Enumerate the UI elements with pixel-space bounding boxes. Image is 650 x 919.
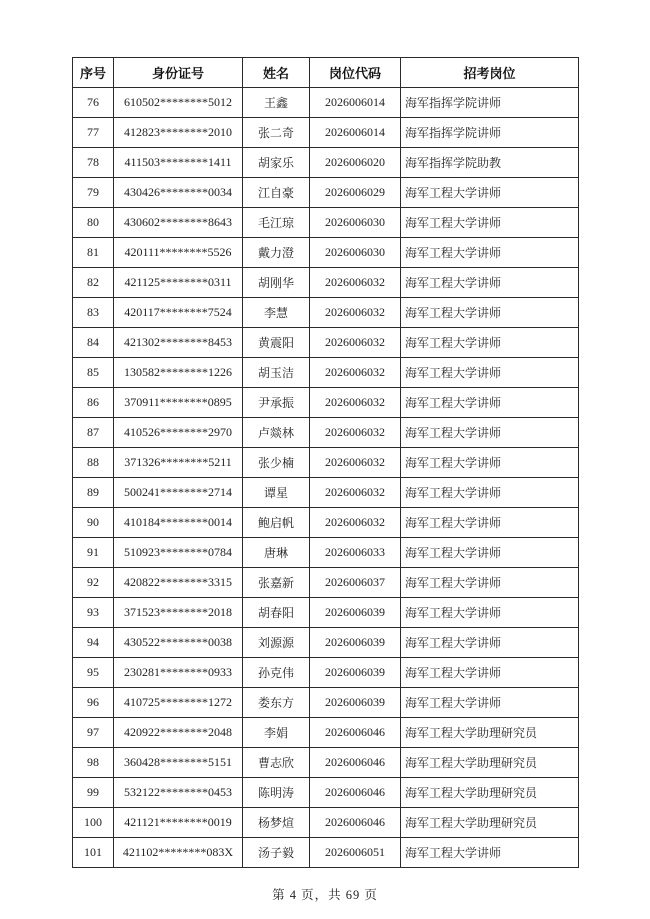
name-cell: 王鑫 xyxy=(243,88,310,118)
job-code-cell: 2026006032 xyxy=(310,298,401,328)
name-cell: 陈明涛 xyxy=(243,778,310,808)
table-row xyxy=(73,808,579,838)
table-row xyxy=(73,658,579,688)
job-code-cell: 2026006032 xyxy=(310,268,401,298)
table-row xyxy=(73,418,579,448)
page-number-footer: 第 4 页，共 69 页 xyxy=(272,888,378,902)
table-row xyxy=(73,478,579,508)
name-cell: 胡玉洁 xyxy=(243,358,310,388)
serial-cell: 92 xyxy=(73,568,114,598)
name-cell: 杨梦煊 xyxy=(243,808,310,838)
name-cell: 曹志欣 xyxy=(243,748,310,778)
table-row xyxy=(73,838,579,868)
serial-cell: 99 xyxy=(73,778,114,808)
job-title-cell: 海军工程大学讲师 xyxy=(401,328,579,358)
name-cell: 鲍启帆 xyxy=(243,508,310,538)
id-number-cell: 421125********0311 xyxy=(114,268,243,298)
serial-cell: 87 xyxy=(73,418,114,448)
table-row xyxy=(73,358,579,388)
job-code-cell: 2026006037 xyxy=(310,568,401,598)
name-cell: 胡刚华 xyxy=(243,268,310,298)
id-number-cell: 371523********2018 xyxy=(114,598,243,628)
serial-cell: 85 xyxy=(73,358,114,388)
job-title-cell: 海军工程大学讲师 xyxy=(401,388,579,418)
name-cell: 刘源源 xyxy=(243,628,310,658)
job-code-cell: 2026006046 xyxy=(310,778,401,808)
job-title-cell: 海军工程大学讲师 xyxy=(401,508,579,538)
id-number-cell: 421121********0019 xyxy=(114,808,243,838)
serial-cell: 95 xyxy=(73,658,114,688)
header-serial: 序号 xyxy=(73,58,114,88)
job-title-cell: 海军指挥学院讲师 xyxy=(401,118,579,148)
job-title-cell: 海军工程大学助理研究员 xyxy=(401,808,579,838)
job-title-cell: 海军工程大学讲师 xyxy=(401,478,579,508)
job-title-cell: 海军工程大学讲师 xyxy=(401,448,579,478)
job-code-cell: 2026006032 xyxy=(310,478,401,508)
job-title-cell: 海军工程大学讲师 xyxy=(401,238,579,268)
job-code-cell: 2026006039 xyxy=(310,658,401,688)
name-cell: 毛江琼 xyxy=(243,208,310,238)
job-title-cell: 海军工程大学讲师 xyxy=(401,658,579,688)
serial-cell: 101 xyxy=(73,838,114,868)
id-number-cell: 420111********5526 xyxy=(114,238,243,268)
serial-cell: 83 xyxy=(73,298,114,328)
serial-cell: 89 xyxy=(73,478,114,508)
name-cell: 卢燚林 xyxy=(243,418,310,448)
job-title-cell: 海军工程大学讲师 xyxy=(401,598,579,628)
id-number-cell: 371326********5211 xyxy=(114,448,243,478)
id-number-cell: 430426********0034 xyxy=(114,178,243,208)
job-title-cell: 海军工程大学讲师 xyxy=(401,208,579,238)
name-cell: 李娟 xyxy=(243,718,310,748)
name-cell: 胡春阳 xyxy=(243,598,310,628)
name-cell: 张二奇 xyxy=(243,118,310,148)
serial-cell: 93 xyxy=(73,598,114,628)
name-cell: 唐琳 xyxy=(243,538,310,568)
id-number-cell: 420117********7524 xyxy=(114,298,243,328)
table-row xyxy=(73,568,579,598)
id-number-cell: 421302********8453 xyxy=(114,328,243,358)
job-code-cell: 2026006046 xyxy=(310,718,401,748)
id-number-cell: 370911********0895 xyxy=(114,388,243,418)
header-name: 姓名 xyxy=(243,58,310,88)
serial-cell: 97 xyxy=(73,718,114,748)
job-code-cell: 2026006039 xyxy=(310,598,401,628)
table-row xyxy=(73,688,579,718)
header-job-title: 招考岗位 xyxy=(401,58,579,88)
job-code-cell: 2026006032 xyxy=(310,328,401,358)
table-row xyxy=(73,178,579,208)
job-title-cell: 海军工程大学助理研究员 xyxy=(401,748,579,778)
id-number-cell: 421102********083X xyxy=(114,838,243,868)
job-code-cell: 2026006020 xyxy=(310,148,401,178)
name-cell: 谭星 xyxy=(243,478,310,508)
name-cell: 黄震阳 xyxy=(243,328,310,358)
id-number-cell: 430602********8643 xyxy=(114,208,243,238)
job-code-cell: 2026006033 xyxy=(310,538,401,568)
job-code-cell: 2026006051 xyxy=(310,838,401,868)
id-number-cell: 610502********5012 xyxy=(114,88,243,118)
job-code-cell: 2026006030 xyxy=(310,238,401,268)
serial-cell: 76 xyxy=(73,88,114,118)
name-cell: 李慧 xyxy=(243,298,310,328)
id-number-cell: 500241********2714 xyxy=(114,478,243,508)
job-code-cell: 2026006014 xyxy=(310,118,401,148)
name-cell: 戴力澄 xyxy=(243,238,310,268)
job-code-cell: 2026006030 xyxy=(310,208,401,238)
table-body xyxy=(73,88,579,868)
job-title-cell: 海军工程大学讲师 xyxy=(401,688,579,718)
table-row xyxy=(73,148,579,178)
table-row xyxy=(73,238,579,268)
job-code-cell: 2026006032 xyxy=(310,418,401,448)
job-title-cell: 海军工程大学讲师 xyxy=(401,838,579,868)
table-row xyxy=(73,748,579,778)
job-code-cell: 2026006032 xyxy=(310,358,401,388)
id-number-cell: 410725********1272 xyxy=(114,688,243,718)
job-code-cell: 2026006039 xyxy=(310,688,401,718)
header-job-code: 岗位代码 xyxy=(310,58,401,88)
name-cell: 张少楠 xyxy=(243,448,310,478)
serial-cell: 100 xyxy=(73,808,114,838)
name-cell: 江自豪 xyxy=(243,178,310,208)
name-cell: 尹承振 xyxy=(243,388,310,418)
job-title-cell: 海军工程大学助理研究员 xyxy=(401,778,579,808)
id-number-cell: 420922********2048 xyxy=(114,718,243,748)
table-row xyxy=(73,388,579,418)
job-code-cell: 2026006014 xyxy=(310,88,401,118)
table-row xyxy=(73,538,579,568)
job-title-cell: 海军工程大学助理研究员 xyxy=(401,718,579,748)
name-cell: 孙克伟 xyxy=(243,658,310,688)
table-row xyxy=(73,448,579,478)
serial-cell: 91 xyxy=(73,538,114,568)
id-number-cell: 130582********1226 xyxy=(114,358,243,388)
serial-cell: 94 xyxy=(73,628,114,658)
serial-cell: 77 xyxy=(73,118,114,148)
candidate-table xyxy=(72,57,579,868)
job-code-cell: 2026006032 xyxy=(310,388,401,418)
header-row xyxy=(73,58,579,88)
job-code-cell: 2026006032 xyxy=(310,448,401,478)
id-number-cell: 510923********0784 xyxy=(114,538,243,568)
name-cell: 张嘉新 xyxy=(243,568,310,598)
table-header xyxy=(73,58,579,88)
id-number-cell: 420822********3315 xyxy=(114,568,243,598)
id-number-cell: 410526********2970 xyxy=(114,418,243,448)
header-id-number: 身份证号 xyxy=(114,58,243,88)
name-cell: 汤子毅 xyxy=(243,838,310,868)
id-number-cell: 412823********2010 xyxy=(114,118,243,148)
table-row xyxy=(73,298,579,328)
serial-cell: 96 xyxy=(73,688,114,718)
name-cell: 胡家乐 xyxy=(243,148,310,178)
serial-cell: 84 xyxy=(73,328,114,358)
table-row xyxy=(73,268,579,298)
table-row xyxy=(73,88,579,118)
serial-cell: 90 xyxy=(73,508,114,538)
table-row xyxy=(73,778,579,808)
job-code-cell: 2026006032 xyxy=(310,508,401,538)
table-row xyxy=(73,628,579,658)
job-title-cell: 海军工程大学讲师 xyxy=(401,298,579,328)
job-title-cell: 海军工程大学讲师 xyxy=(401,418,579,448)
job-title-cell: 海军工程大学讲师 xyxy=(401,358,579,388)
serial-cell: 98 xyxy=(73,748,114,778)
table-row xyxy=(73,598,579,628)
job-title-cell: 海军工程大学讲师 xyxy=(401,568,579,598)
id-number-cell: 532122********0453 xyxy=(114,778,243,808)
job-code-cell: 2026006046 xyxy=(310,748,401,778)
job-title-cell: 海军工程大学讲师 xyxy=(401,178,579,208)
serial-cell: 88 xyxy=(73,448,114,478)
serial-cell: 79 xyxy=(73,178,114,208)
serial-cell: 86 xyxy=(73,388,114,418)
id-number-cell: 411503********1411 xyxy=(114,148,243,178)
job-title-cell: 海军工程大学讲师 xyxy=(401,628,579,658)
serial-cell: 81 xyxy=(73,238,114,268)
table-row xyxy=(73,118,579,148)
id-number-cell: 410184********0014 xyxy=(114,508,243,538)
job-code-cell: 2026006029 xyxy=(310,178,401,208)
table-row xyxy=(73,718,579,748)
job-code-cell: 2026006039 xyxy=(310,628,401,658)
name-cell: 娄东方 xyxy=(243,688,310,718)
id-number-cell: 230281********0933 xyxy=(114,658,243,688)
table-row xyxy=(73,328,579,358)
job-title-cell: 海军指挥学院讲师 xyxy=(401,88,579,118)
id-number-cell: 430522********0038 xyxy=(114,628,243,658)
job-title-cell: 海军指挥学院助教 xyxy=(401,148,579,178)
id-number-cell: 360428********5151 xyxy=(114,748,243,778)
serial-cell: 80 xyxy=(73,208,114,238)
table-row xyxy=(73,208,579,238)
job-code-cell: 2026006046 xyxy=(310,808,401,838)
serial-cell: 78 xyxy=(73,148,114,178)
serial-cell: 82 xyxy=(73,268,114,298)
job-title-cell: 海军工程大学讲师 xyxy=(401,538,579,568)
table-row xyxy=(73,508,579,538)
job-title-cell: 海军工程大学讲师 xyxy=(401,268,579,298)
